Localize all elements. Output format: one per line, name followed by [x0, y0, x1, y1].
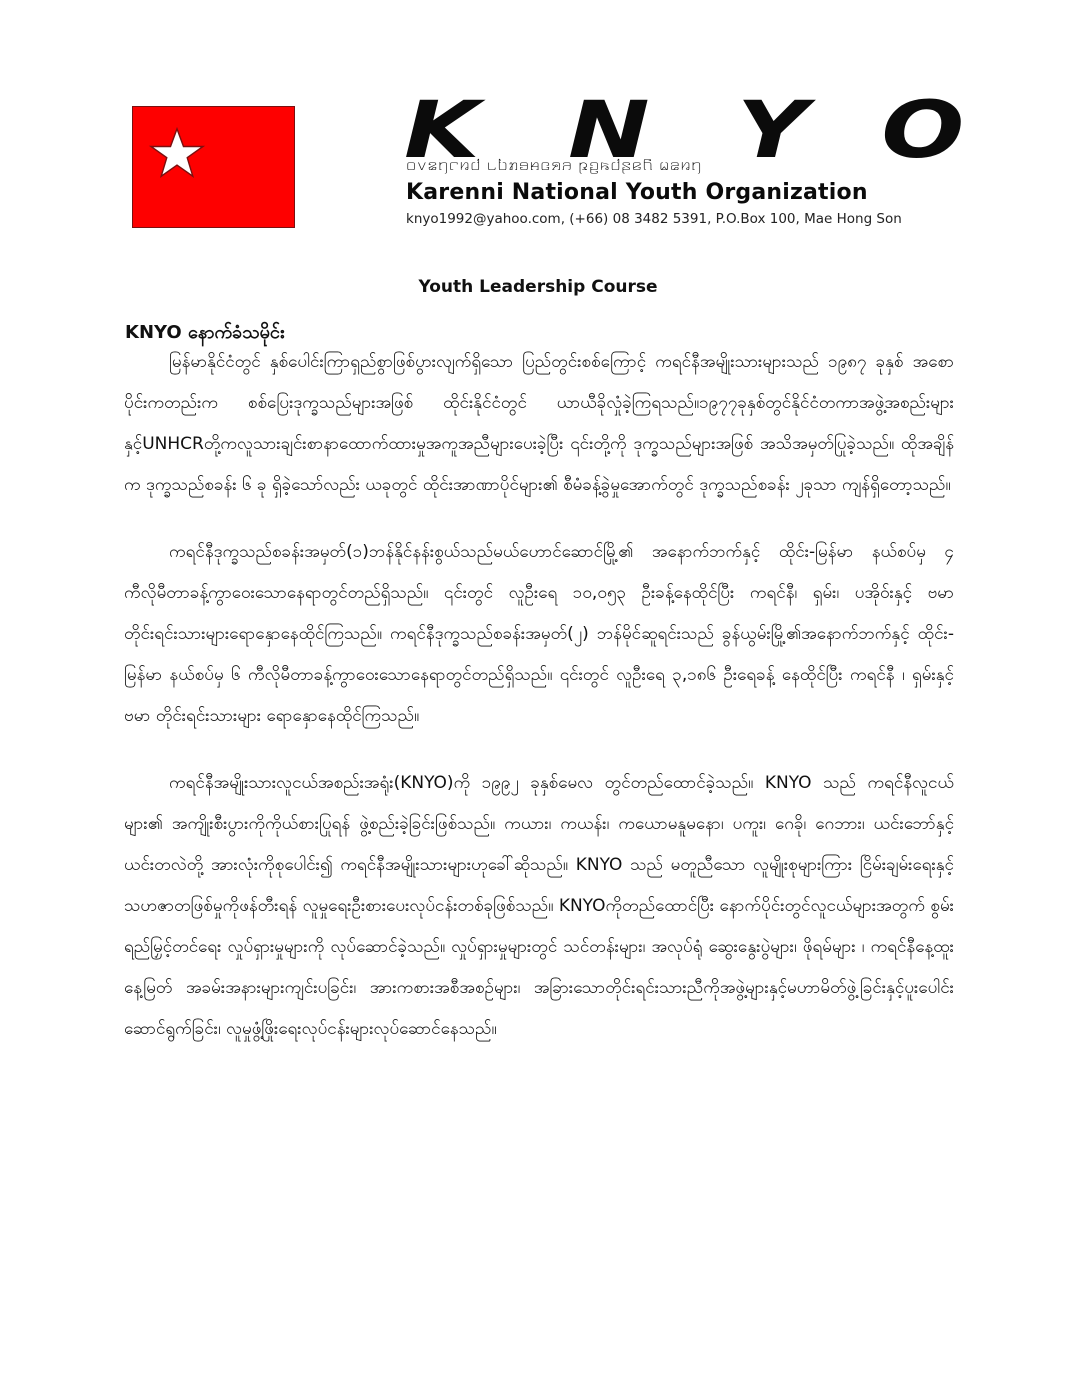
logo-letter-o: O [881, 86, 964, 176]
knyo-logo [404, 86, 964, 230]
section-heading: KNYO နောက်ခံသမိုင်း [125, 322, 285, 343]
contact-info: knyo1992@yahoo.com, (+66) 08 3482 5391, P.O.Box 100, Mae Hong Son [406, 211, 902, 227]
course-title: Youth Leadership Course [418, 277, 658, 297]
organization-name: Karenni National Youth Organization [406, 180, 868, 205]
paragraph-history: မြန်မာနိုင်ငံတွင် နှစ်ပေါင်းကြာရှည်စွာဖြစ်ပွားလျက်ရှိသော ပြည်တွင်းစစ်ကြောင့် ကရင်နီအမျိုးသားများသည် ၁၉၈၇ ခုနှစ် အစောပိုင်းကတည်းက စစ်ပြေးဒုက္ခသည်များအဖြစ် ထိုင်းနိုင်ငံတွင် ယာယီခိုလှုံခဲ့ကြရသည်။၁၉၇၇ခုနှစ်တွင်နိုင်ငံတကာအဖွဲ့အစည်းများနှင့်UNHCRတို့ကလူသားချင်းစာနာထောက်ထားမှုအကူအညီများပေးခဲ့ပြီး ၎င်းတို့ကို ဒုက္ခသည်များအဖြစ် အသိအမှတ်ပြုခဲ့သည်။ ထိုအချိန်က ဒုက္ခသည်စခန်း ၆ ခု ရှိခဲ့သော်လည်း ယခုတွင် ထိုင်းအာဏာပိုင်များ၏ စီမံခန့်ခွဲမှုအောက်တွင် ဒုက္ခသည်စခန်း ၂ခုသာ ကျန်ရှိတော့သည်။ [124, 352, 954, 495]
logo-letter-y: Y [737, 86, 808, 176]
body-text [124, 342, 954, 1076]
paragraph-camps: ကရင်နီဒုက္ခသည်စခန်းအမှတ်(၁)ဘန်နိုင်နန်းစွယ်သည်မယ်ဟောင်ဆောင်မြို့၏ အနောက်ဘက်နှင့် ထိုင်း-မြန်မာ နယ်စပ်မှ ၄ ကီလိုမီတာခန့်ကွာဝေးသောနေရာတွင်တည်ရှိသည်။ ၎င်းတွင် လူဦးရေ ၁၀,၀၅၃ ဦးခန့်နေထိုင်ပြီး ကရင်နီ၊ ရှမ်း၊ ပအိုဝ်းနှင့် ဗမာ တိုင်းရင်းသားများရောနှောနေထိုင်ကြသည်။ ကရင်နီဒုက္ခသည်စခန်းအမှတ်(၂) ဘန်မိုင်ဆူရင်းသည် ခွန်ယွမ်းမြို့၏အနောက်ဘက်နှင့် ထိုင်း-မြန်မာ နယ်စပ်မှ ၆ ကီလိုမီတာခန့်ကွာဝေးသောနေရာတွင်တည်ရှိသည်။ ၎င်းတွင် လူဦးရေ ၃,၁၈၆ ဦးရေခန့် နေထိုင်ပြီး ကရင်နီ ၊ ရှမ်းနှင့် ဗမာ တိုင်းရင်းသားများ ရောနှောနေထိုင်ကြသည်။ [124, 542, 954, 726]
letterhead [132, 86, 964, 230]
logo-letter-n: N [568, 86, 650, 176]
kayah-li-org-name: ꤀꤂꤃꤄꤅꤆꤇ ꤈꤉ꤊꤋꤌꤍꤎꤏ ꤐꤑꤒꤓꤔꤕꤖ ꤗꤘꤙꤚ [406, 155, 702, 175]
white-star-icon [147, 127, 207, 179]
paragraph-knyo: ကရင်နီအမျိုးသားလူငယ်အစည်းအရုံး(KNYO)ကို ၁၉၉၂ ခုနှစ်မေလ တွင်တည်ထောင်ခဲ့သည်။ KNYO သည် ကရင်နီလူငယ်များ၏ အကျိုးစီးပွားကိုကိုယ်စားပြုရန် ဖွဲ့စည်းခဲ့ခြင်းဖြစ်သည်။ ကယား၊ ကယန်း၊ ကယောမနူမနော၊ ပကူး၊ ဂေခို၊ ဂေဘား၊ ယင်းဘော်နှင့်ယင်းတလဲတို့ အားလုံးကိုစုပေါင်း၍ ကရင်နီအမျိုးသားများဟုခေါ်ဆိုသည်။ KNYO သည် မတူညီသော လူမျိုးစုများကြား ငြိမ်းချမ်းရေးနှင့် သဟဇာတဖြစ်မှုကိုဖန်တီးရန် လူမှုရေးဦးစားပေးလုပ်ငန်းတစ်ခုဖြစ်သည်။ KNYOကိုတည်ထောင်ပြီး နောက်ပိုင်းတွင်လူငယ်များအတွက် စွမ်းရည်မြှင့်တင်ရေး လှုပ်ရှားမှုများကို လုပ်ဆောင်ခဲ့သည်။ လှုပ်ရှားမှုများတွင် သင်တန်းများ၊ အလုပ်ရုံ ဆွေးနွေးပွဲများ၊ ဖိုရမ်များ ၊ ကရင်နီနေ့ထူးနေ့မြတ် အခမ်းအနားများကျင်းပခြင်း၊ အားကစားအစီအစဉ်များ၊ အခြားသောတိုင်းရင်းသားညီကိုအဖွဲ့များနှင့်မဟာမိတ်ဖွဲ့ခြင်းနှင့်ပူးပေါင်းဆောင်ရွက်ခြင်း၊ လူမှုဖွံ့ဖြိုးရေးလုပ်ငန်းများလုပ်ဆောင်နေသည်။ [124, 773, 954, 1039]
karenni-flag [132, 106, 295, 228]
logo-letter-k: K [404, 86, 480, 176]
